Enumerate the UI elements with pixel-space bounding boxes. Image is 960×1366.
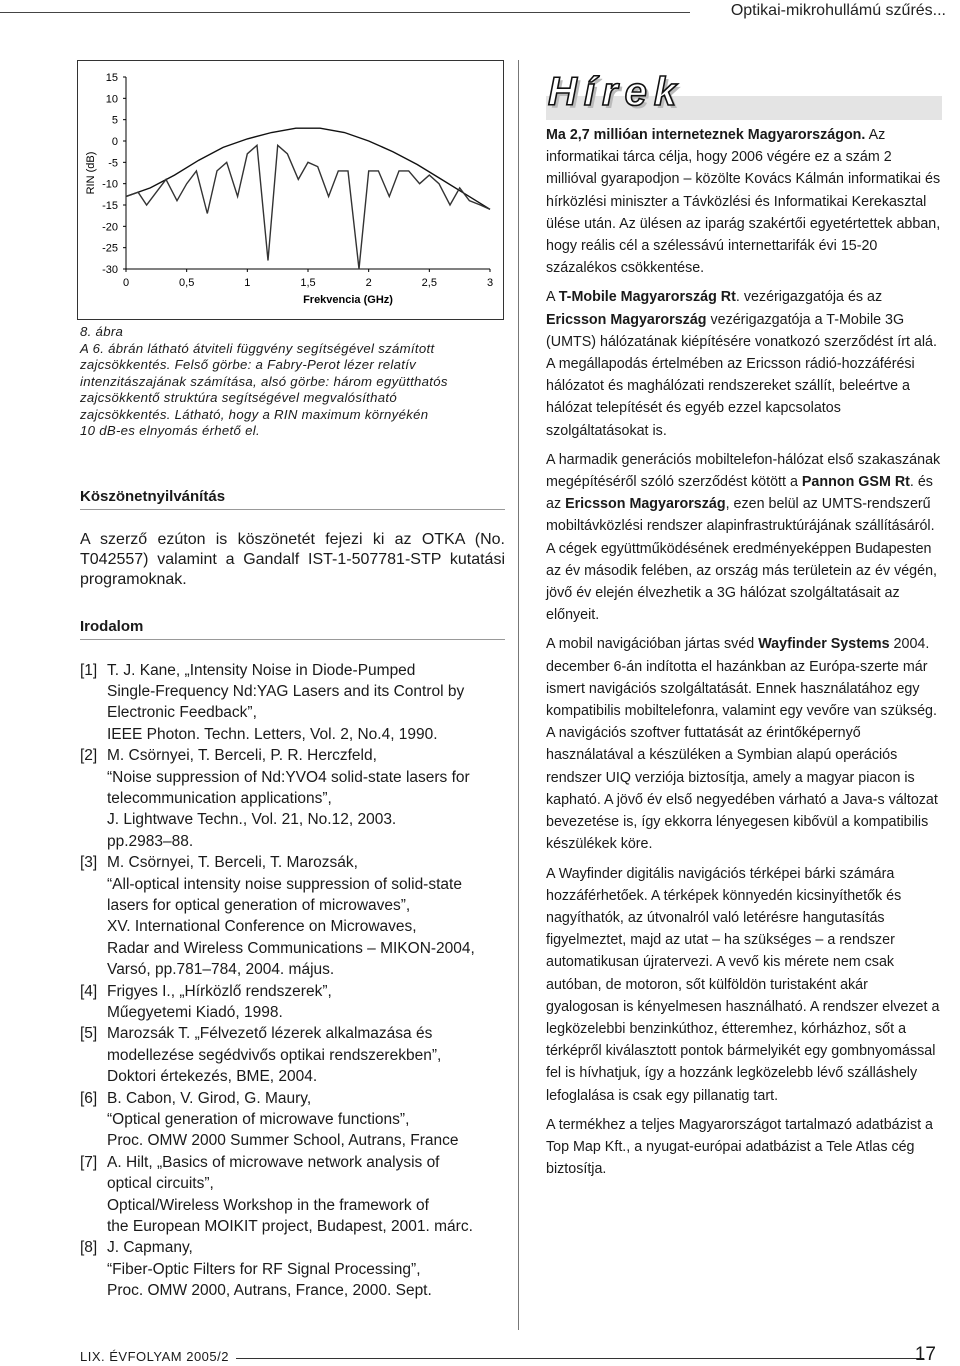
reference-line: “Optical generation of microwave functions”, bbox=[107, 1111, 410, 1129]
reference-line: “Noise suppression of Nd:YVO4 solid-state lasers for bbox=[107, 768, 470, 786]
news-text: A harmadik generációs mobiltelefon-hálózat első szakaszának megépítéséről szóló szerződést kötött a bbox=[546, 451, 941, 491]
caption-line: zajcsökkentő struktúra segítségével megvalósítható bbox=[80, 390, 398, 405]
news-text: 2004. december 6-án indította el hazánkban az Európa-szerte már ismert navigációs szolgáltatását. Ennek használatához egy kompatibilis mobiltelefonra, valamint egy vevőre van szükség. A navigációs szoftver futtatását az érintőképernyő használatával a készüléken a Symbian alapú operációs rendszer UIQ verziója biztosítja, amely a magyar piacon is kapható. A jövő év első negyedében várható a Java-s változat bevezetése is, így ekkorra lényegesen kibővül a kompatibilis készülékek köre. bbox=[546, 636, 938, 853]
reference-line: telecommunication applications”, bbox=[107, 789, 332, 807]
company-name: Ericsson Magyarország bbox=[565, 496, 726, 513]
company-name: Ericsson Magyarország bbox=[546, 311, 707, 328]
series-line-1 bbox=[126, 128, 490, 209]
reference-line: J. Capmany, bbox=[107, 1239, 193, 1257]
x-tick-label: 0 bbox=[122, 277, 130, 289]
reference-number: [7] bbox=[80, 1153, 98, 1171]
reference-line: Varsó, pp.781–784, 2004. május. bbox=[107, 961, 335, 979]
news-text: A mobil navigációban jártas svéd bbox=[546, 636, 759, 653]
reference-line: “Fiber-Optic Filters for RF Signal Processing”, bbox=[107, 1260, 421, 1278]
news-text: vezérigazgatója a T-Mobile 3G (UMTS) hálózatának kiépítésére vonatkozó szerződést írt alá. A megállapodás értelmében az Ericsson rádió-hozzáférési hálózatot és maghálózati rendszereket szállít, beleértve a hálózat telepítését és egyéb ezzel kapcsolatos szolgáltatásokat is. bbox=[546, 311, 937, 439]
y-tick-label: 0 bbox=[111, 136, 118, 148]
left-column bbox=[80, 320, 505, 1302]
reference-line: M. Csörnyei, T. Berceli, P. R. Herczfeld, bbox=[107, 747, 377, 765]
reference-number: [6] bbox=[80, 1089, 98, 1107]
running-title: Optikai-mikrohullámú szűrés... bbox=[730, 2, 946, 19]
reference-item bbox=[80, 745, 505, 852]
reference-line: Frigyes I., „Hírközlő rendszerek”, bbox=[107, 982, 332, 1000]
company-name: T-Mobile Magyarország Rt bbox=[558, 289, 736, 306]
news-paragraph-5: A Wayfinder digitális navigációs térképei bárki számára hozzáférhetőek. A térképek könnyedén kicsinyíthetők és nagyíthatók, az útvonalról való letérésre hangutasítás figyelmeztet, majd az utat – ha szükséges – a rendszer automatikusan újratervezi. A vevő kis mérete nem csak autóban, de motoron, sőt külföldön turistaként akár gyalogosan is kényelmesen használható. A rendszer elvezet a legközelebbi benzinkúthoz, étteremhez, kórházhoz, sőt a térképről kiválasztott pontok bármelyikét egy gombnyomással fel is hívhatjuk, így a hozzánk legközelebb lévő szálláshely lefoglalása is csak egy pillanatig tart. bbox=[546, 865, 940, 1104]
reference-line: lasers for optical generation of microwaves”, bbox=[107, 896, 411, 914]
reference-line: the European MOIKIT project, Budapest, 2001. márc. bbox=[107, 1218, 473, 1236]
reference-number: [5] bbox=[80, 1025, 98, 1043]
news-body bbox=[546, 124, 942, 1180]
news-text: . vezérigazgatója és az bbox=[735, 289, 883, 306]
column-divider bbox=[518, 60, 519, 1330]
reference-line: IEEE Photon. Techn. Letters, Vol. 2, No.4, 1990. bbox=[107, 725, 438, 743]
news-text: Az informatikai tárca célja, hogy 2006 végére ez a szám 2 millióval gyarapodjon – közölte Kovács Kálmán informatikai és hírközlési miniszter a Távközlési és Informatikai Kerekasztal ülése után. Az ülésen az iparág szakértői egyetértettek abban, hogy reális cél a szélessávú internettarifák évi 15-20 százalékos csökkentése. bbox=[546, 127, 941, 277]
reference-line: Marozsák T. „Félvezető lézerek alkalmazása és bbox=[107, 1025, 433, 1043]
reference-line: A. Hilt, „Basics of microwave network analysis of bbox=[107, 1153, 440, 1171]
news-text: , ezen belül az UMTS-rendszerű mobiltávközlési rendszer alapinfrastruktúrájának szállításáról. A cégek együttműködésének eredményeképpen Budapesten az év második felében, az ország más területein az év végén, jövő év elején élvezhetik a 3G hálózat szolgáltatásait az előnyeit. bbox=[546, 496, 937, 624]
reference-line: M. Csörnyei, T. Berceli, T. Marozsák, bbox=[107, 854, 358, 872]
company-name: Wayfinder Systems bbox=[758, 636, 890, 653]
x-tick-label: 2 bbox=[365, 277, 372, 289]
caption-line: zajcsökkentés. Felső görbe: a Fabry-Perot lézer relatív bbox=[80, 357, 417, 372]
news-paragraph-6: A termékhez a teljes Magyarországot tartalmazó adatbázist a Top Map Kft., a nyugat-európai adatbázist a Tele Atlas cég biztosítja. bbox=[546, 1116, 934, 1178]
reference-line: T. J. Kane, „Intensity Noise in Diode-Pumped bbox=[107, 661, 416, 679]
x-tick-label: 1 bbox=[244, 277, 251, 289]
y-tick-label: -25 bbox=[102, 242, 118, 255]
caption-line: intenzitászajának számítása, alsó görbe: három együtthatós bbox=[80, 373, 448, 389]
page-number: 17 bbox=[914, 1344, 936, 1365]
series-line-2 bbox=[126, 145, 490, 269]
news-text: A bbox=[546, 289, 559, 306]
reference-line: Proc. OMW 2000, Autrans, France, 2000. Sept. bbox=[107, 1282, 432, 1300]
y-tick-label: -10 bbox=[102, 178, 118, 191]
news-heading-box bbox=[546, 58, 942, 124]
reference-item bbox=[80, 1023, 505, 1087]
y-tick-label: -15 bbox=[102, 200, 118, 212]
news-text: . és az bbox=[546, 474, 933, 513]
reference-item bbox=[80, 981, 505, 1024]
news-paragraph-3 bbox=[546, 449, 942, 627]
reference-line: Proc. OMW 2000 Summer School, Autrans, France bbox=[107, 1132, 459, 1150]
news-title: Hírek bbox=[548, 70, 684, 114]
footer-rule bbox=[236, 1358, 924, 1359]
news-paragraph-1 bbox=[546, 124, 942, 279]
y-tick-label: 15 bbox=[105, 72, 118, 84]
reference-item bbox=[80, 852, 505, 980]
reference-line: optical circuits”, bbox=[107, 1175, 214, 1193]
reference-number: [2] bbox=[80, 747, 98, 765]
x-axis-label: Frekvencia (GHz) bbox=[303, 294, 393, 306]
reference-line: Doktori értekezés, BME, 2004. bbox=[107, 1068, 318, 1086]
reference-number: [3] bbox=[80, 854, 98, 872]
reference-item bbox=[80, 1152, 505, 1238]
y-tick-label: -20 bbox=[102, 221, 118, 234]
reference-line: XV. International Conference on Microwaves, bbox=[107, 918, 417, 936]
reference-item bbox=[80, 1237, 505, 1301]
reference-line: pp.2983–88. bbox=[107, 832, 194, 850]
news-column bbox=[546, 58, 942, 1187]
acknowledgement-text: A szerző ezúton is köszönetét fejezi ki az OTKA (No. T042557) valamint a Gandalf IST-1-507781-STP kutatási programoknak. bbox=[80, 530, 505, 588]
news-headline: Ma 2,7 millióan interneteznek Magyarországon. bbox=[546, 127, 866, 143]
footer-volume: LIX. ÉVFOLYAM 2005/2 bbox=[80, 1349, 229, 1364]
y-tick-label: 10 bbox=[105, 93, 118, 106]
news-paragraph-2 bbox=[546, 286, 942, 441]
reference-number: [4] bbox=[80, 982, 98, 1000]
caption-line: 10 dB-es elnyomás érhető el. bbox=[80, 423, 260, 438]
reference-list bbox=[80, 660, 505, 1302]
reference-line: J. Lightwave Techn., Vol. 21, No.12, 2003. bbox=[107, 811, 397, 829]
x-tick-label: 2,5 bbox=[421, 277, 437, 289]
reference-line: Műegyetemi Kiadó, 1998. bbox=[107, 1004, 283, 1021]
reference-line: Radar and Wireless Communications – MIKON-2004, bbox=[107, 939, 475, 957]
reference-line: modellezése segédvivős optikai rendszerekben”, bbox=[107, 1046, 442, 1064]
references-title: Irodalom bbox=[80, 618, 505, 640]
x-tick-label: 3 bbox=[486, 277, 494, 289]
figure-caption bbox=[80, 324, 505, 440]
y-tick-label: -30 bbox=[102, 264, 118, 276]
news-paragraph-4 bbox=[546, 633, 942, 855]
caption-line: A 6. ábrán látható átviteli függvény segítségével számított bbox=[80, 340, 435, 356]
x-tick-label: 0,5 bbox=[179, 277, 195, 289]
caption-line: zajcsökkentés. Látható, hogy a RIN maximum környékén bbox=[80, 406, 429, 422]
y-axis-label: RIN (dB) bbox=[85, 151, 97, 195]
reference-line: Optical/Wireless Workshop in the framework of bbox=[107, 1196, 429, 1214]
reference-item bbox=[80, 660, 505, 746]
reference-number: [1] bbox=[80, 661, 98, 679]
company-name: Pannon GSM Rt bbox=[801, 474, 910, 491]
caption-label: 8. ábra bbox=[80, 324, 124, 339]
y-tick-label: -5 bbox=[108, 157, 118, 170]
reference-number: [8] bbox=[80, 1239, 98, 1257]
x-tick-label: 1,5 bbox=[300, 277, 316, 289]
reference-item bbox=[80, 1088, 505, 1152]
header-rule bbox=[0, 12, 690, 13]
acknowledgement-title: Köszönetnyilvánítás bbox=[80, 488, 505, 510]
reference-line: Electronic Feedback”, bbox=[107, 704, 257, 722]
reference-line: B. Cabon, V. Girod, G. Maury, bbox=[107, 1089, 312, 1107]
figure-8-chart bbox=[77, 60, 504, 320]
y-tick-label: 5 bbox=[111, 114, 118, 127]
reference-line: Single-Frequency Nd:YAG Lasers and its Control by bbox=[107, 682, 465, 700]
reference-line: “All-optical intensity noise suppression of solid-state bbox=[107, 875, 462, 893]
rin-chart-svg bbox=[78, 61, 503, 319]
